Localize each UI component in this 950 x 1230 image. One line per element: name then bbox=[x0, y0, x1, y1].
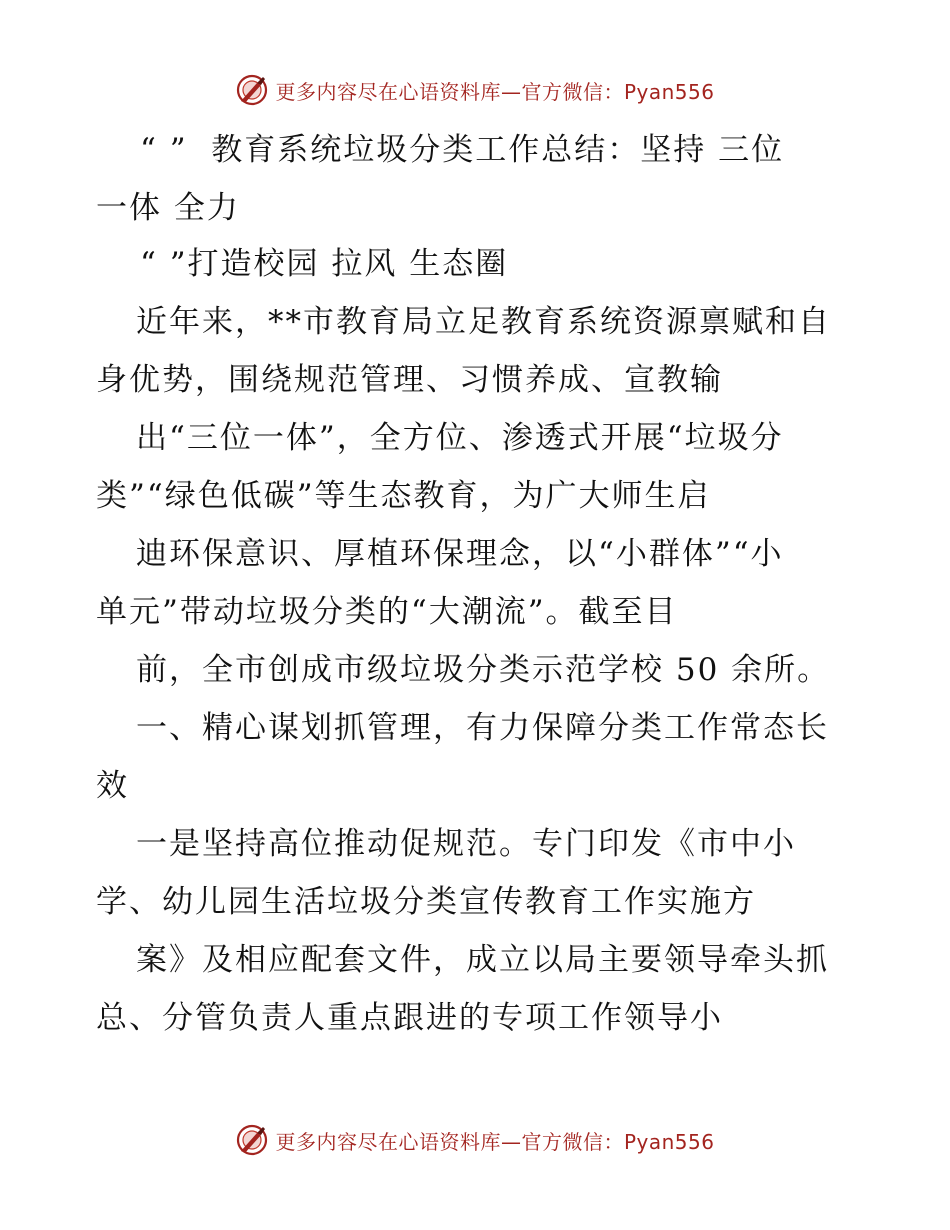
paragraph-line: 学、幼儿园生活垃圾分类宣传教育工作实施方 bbox=[96, 884, 756, 920]
paragraph-line: 迪环保意识、厚植环保理念，以“小群体”“小 bbox=[136, 536, 784, 572]
subtitle-line: “ ”打造校园 拉风 生态圈 bbox=[140, 246, 509, 282]
pen-seal-logo-icon bbox=[235, 73, 269, 107]
paragraph-line: 类”“绿色低碳”等生态教育，为广大师生启 bbox=[96, 478, 711, 514]
footer-banner bbox=[0, 1118, 950, 1162]
header-banner bbox=[0, 68, 950, 112]
paragraph-line: 总、分管负责人重点跟进的专项工作领导小 bbox=[96, 1000, 723, 1036]
header-banner-text: 更多内容尽在心语资料库—官方微信：Pyan556 bbox=[275, 79, 715, 104]
paragraph-line: 一是坚持高位推动促规范。专门印发《市中小 bbox=[136, 826, 796, 862]
title-line-2: 一体 全力 bbox=[96, 190, 240, 226]
paragraph-line: 身优势，围绕规范管理、习惯养成、宣教输 bbox=[96, 362, 723, 398]
section-heading-line: 一、精心谋划抓管理，有力保障分类工作常态长 bbox=[136, 710, 829, 746]
paragraph-line: 近年来，**市教育局立足教育系统资源禀赋和自 bbox=[136, 304, 831, 340]
title-line-1: “ ” 教育系统垃圾分类工作总结：坚持 三位 bbox=[140, 132, 785, 168]
paragraph-line: 前，全市创成市级垃圾分类示范学校 50 余所。 bbox=[136, 652, 831, 688]
paragraph-line: 案》及相应配套文件，成立以局主要领导牵头抓 bbox=[136, 942, 829, 978]
pen-seal-logo-icon bbox=[235, 1123, 269, 1157]
footer-banner-text: 更多内容尽在心语资料库—官方微信：Pyan556 bbox=[275, 1129, 715, 1154]
paragraph-line: 单元”带动垃圾分类的“大潮流”。截至目 bbox=[96, 594, 678, 630]
section-heading-line: 效 bbox=[96, 768, 129, 804]
paragraph-line: 出“三位一体”，全方位、渗透式开展“垃圾分 bbox=[136, 420, 784, 456]
